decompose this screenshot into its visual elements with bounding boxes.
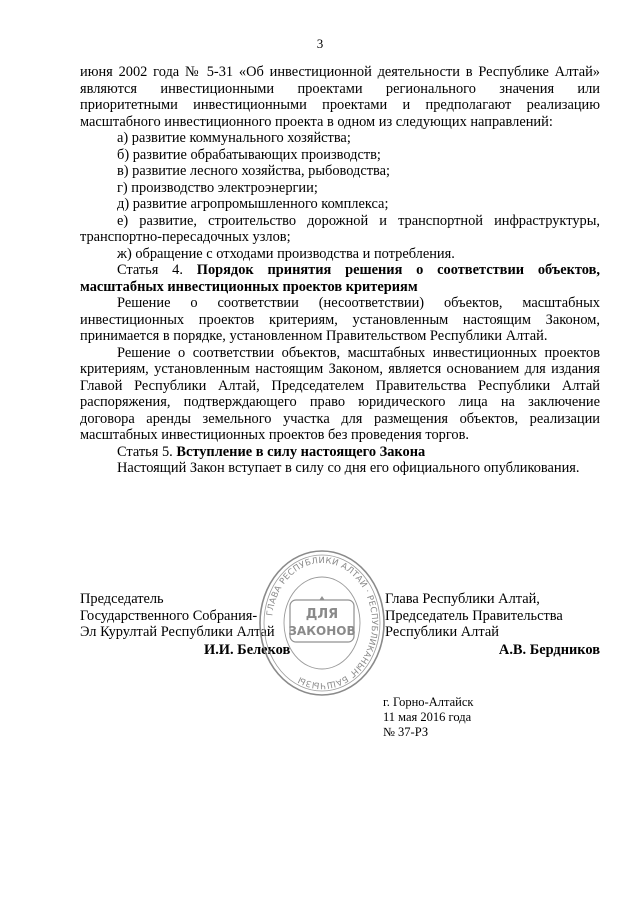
signature-left	[80, 591, 275, 641]
seal-word-2: ЗАКОНОВ	[288, 624, 356, 638]
signature-right-title-1: Глава Республики Алтай,	[385, 591, 540, 607]
article-5-label: Статья 5.	[117, 443, 173, 460]
list-item: б) развитие обрабатывающих производств;	[117, 146, 381, 163]
official-seal	[257, 548, 387, 698]
signature-right-title-3: Республики Алтай	[385, 624, 499, 640]
footer-block	[383, 695, 473, 740]
article-4-heading	[80, 262, 600, 295]
list-item: в) развитие лесного хозяйства, рыбоводства;	[117, 163, 391, 179]
signature-left-title-3: Эл Курултай Республики Алтай	[80, 624, 275, 640]
list-item: г) производство электроэнергии;	[117, 179, 318, 196]
footer-number: № 37-РЗ	[383, 725, 429, 739]
article-5-title: Вступление в силу настоящего Закона	[176, 443, 426, 460]
article-5-heading	[80, 444, 600, 461]
footer-date: 11 мая 2016 года	[383, 710, 472, 724]
signature-left-name: И.И. Белеков	[204, 642, 291, 658]
article-5-paragraph-1: Настоящий Закон вступает в силу со дня его официального опубликования.	[117, 460, 580, 476]
page-number: 3	[316, 36, 324, 51]
article-4-title: Порядок принятия решения о соответствии объектов, масштабных инвестиционных проектов критериям	[80, 262, 600, 295]
signature-right-title-2: Председатель Правительства	[385, 607, 563, 624]
list-item: а) развитие коммунального хозяйства;	[117, 130, 351, 146]
article-4-paragraph-2: Решение о соответствии объектов, масштабных инвестиционных проектов критериям, установленным настоящим Законом, является основанием для издания Главой Республики Алтай, Председателем Правительства Республики Алтай распоряжения, подтверждающего право юридического лица на заключение договора аренды земельного участка для размещения объектов, реализации масштабных инвестиционных проектов без проведения торгов.	[80, 344, 600, 443]
article-4-paragraph-1: Решение о соответствии (несоответствии) объектов, масштабных инвестиционных проектов критериям, установленным настоящим Законом, принимается в порядке, установленном Правительством Республики Алтай.	[80, 295, 600, 344]
footer-place: г. Горно-Алтайск	[383, 695, 474, 709]
signature-right	[385, 591, 563, 641]
intro-paragraph: июня 2002 года № 5-31 «Об инвестиционной деятельности в Республике Алтай» являются инвестиционными проектами регионального значения или приоритетными инвестиционными проектами и предполагают реализацию масштабного инвестиционного проекта в одном из следующих направлений:	[80, 64, 600, 130]
list-item: ж) обращение с отходами производства и потребления.	[117, 245, 455, 262]
document-body	[80, 64, 600, 477]
seal-word-1: ДЛЯ	[305, 607, 339, 622]
signature-right-name: А.В. Бердников	[498, 642, 600, 658]
list-item: е) развитие, строительство дорожной и транспортной инфраструктуры, транспортно-пересадочных узлов;	[80, 212, 600, 245]
signature-left-title-2: Государственного Собрания-	[80, 607, 258, 624]
list-item: д) развитие агропромышленного комплекса;	[117, 196, 389, 212]
signature-left-title-1: Председатель	[80, 591, 164, 607]
seal-ring-text: ГЛАВА РЕСПУБЛИКИ АЛТАЙ · РЕСПУБЛИКАНЫҤ БАШЧЫЗЫ	[265, 555, 380, 691]
article-4-label: Статья 4.	[117, 262, 183, 278]
